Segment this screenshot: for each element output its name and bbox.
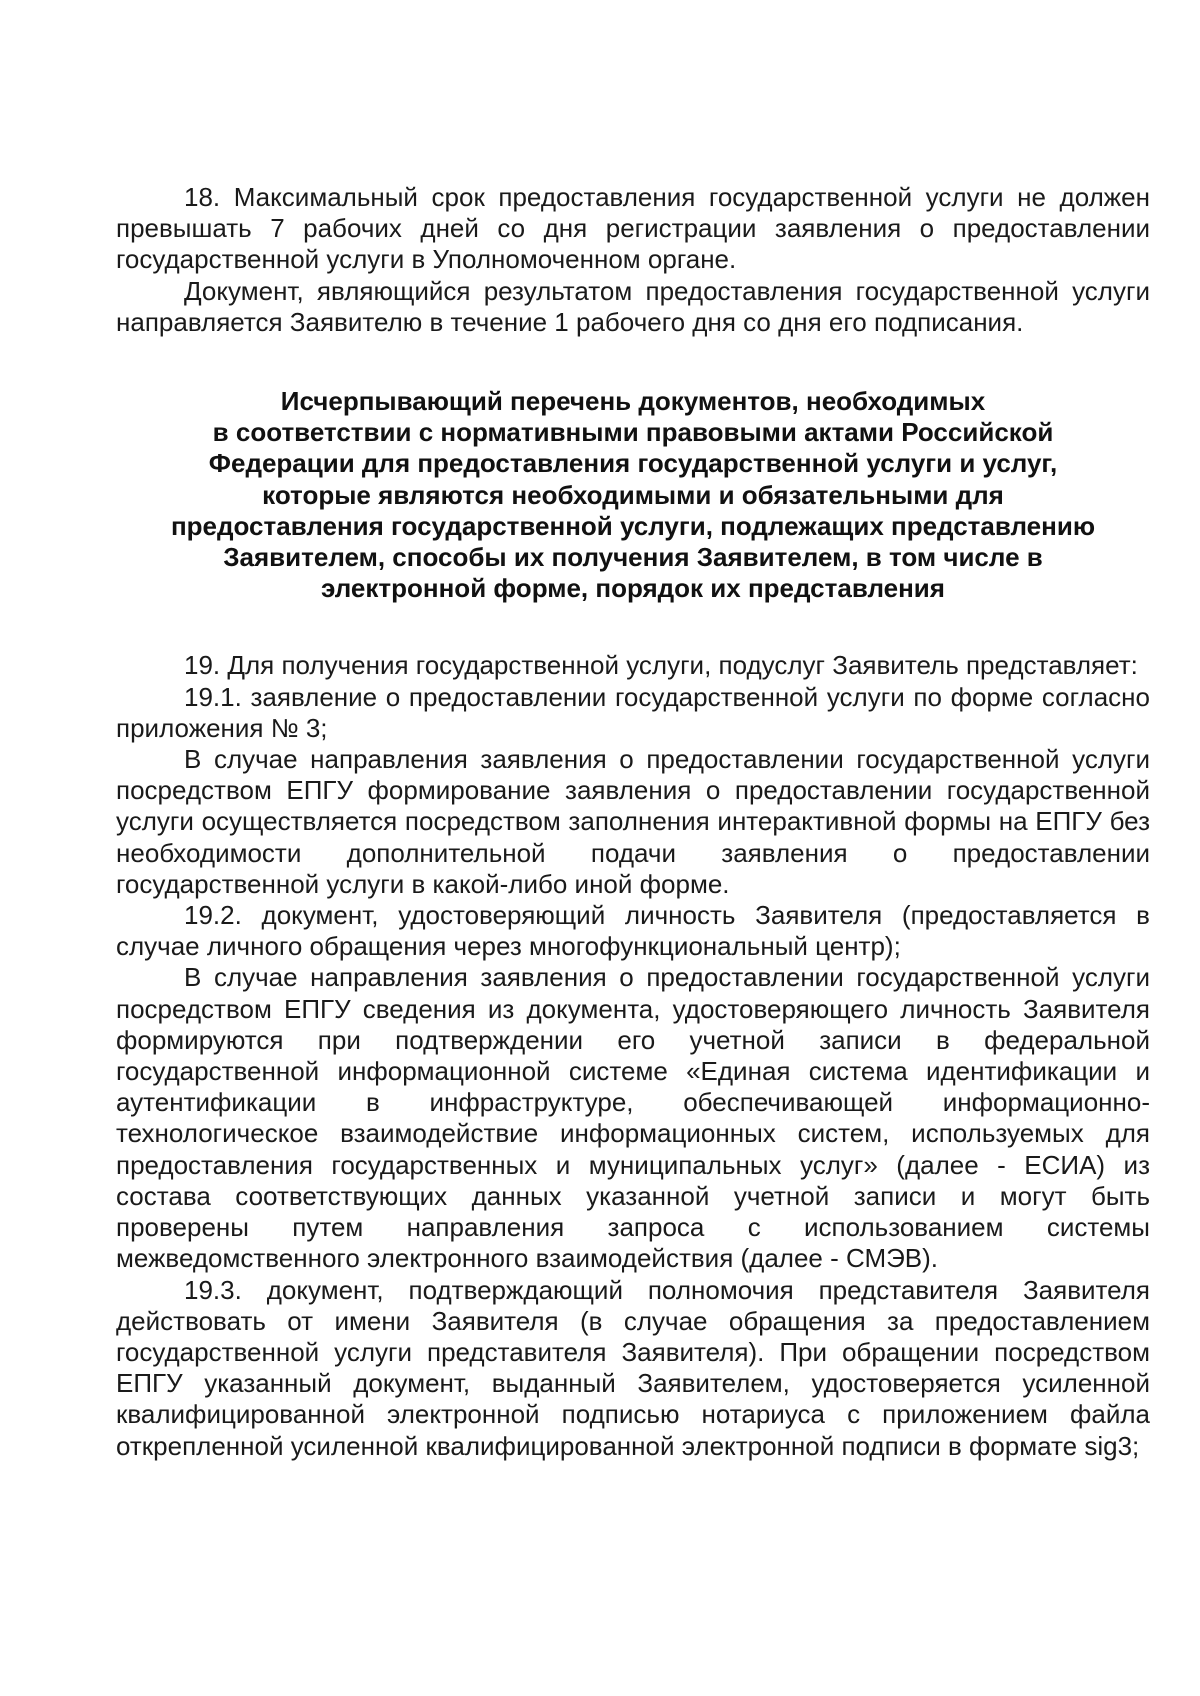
paragraph-19-1-epgu: В случае направления заявления о предоставлении государственной услуги посредством ЕПГУ формирование заявления о предоставлении государственной услуги осуществляется посредством заполнения интерактивной формы на ЕПГУ без необходимости дополнительной подачи заявления о предоставлении государственной услуги в какой-либо иной форме. — [116, 744, 1150, 899]
heading-line: Заявителем, способы их получения Заявителем, в том числе в — [223, 542, 1043, 573]
paragraph-19-3: 19.3. документ, подтверждающий полномочия представителя Заявителя действовать от имени Заявителя (в случае обращения за предоставлением государственной услуги представителя Заявителя). При обращении посредством ЕПГУ указанный документ, выданный Заявителем, удостоверяется усиленной квалифицированной электронной подписью нотариуса с приложением файла открепленной усиленной квалифицированной электронной подписи в формате sig3; — [116, 1274, 1150, 1461]
heading-line: которые являются необходимыми и обязательными для — [262, 479, 1004, 510]
document-body — [116, 182, 1150, 1462]
paragraph-18-result: Документ, являющийся результатом предоставления государственной услуги направляется Заявителю в течение 1 рабочего дня со дня его подписания. — [116, 275, 1150, 337]
heading-line: электронной форме, порядок их представления — [321, 573, 945, 604]
heading-line: Федерации для предоставления государственной услуги и услуг, — [208, 448, 1058, 479]
heading-line: Исчерпывающий перечень документов, необходимых — [280, 386, 986, 417]
heading-line: предоставления государственной услуги, подлежащих представлению — [170, 510, 1096, 541]
paragraph-19-1: 19.1. заявление о предоставлении государственной услуги по форме согласно приложения № 3; — [116, 681, 1150, 743]
paragraph-19-2-epgu: В случае направления заявления о предоставлении государственной услуги посредством ЕПГУ сведения из документа, удостоверяющего личность Заявителя формируются при подтверждении его учетной записи в федеральной государственной информационной системе «Единая система идентификации и аутентификации в инфраструктуре, обеспечивающей информационно-технологическое взаимодействие информационных систем, используемых для предоставления государственных и муниципальных услуг» (далее - ЕСИА) из состава соответствующих данных указанной учетной записи и могут быть проверены путем направления запроса с использованием системы межведомственного электронного взаимодействия (далее - СМЭВ). — [116, 962, 1150, 1274]
paragraph-19-2: 19.2. документ, удостоверяющий личность Заявителя (предоставляется в случае личного обращения через многофункциональный центр); — [116, 900, 1150, 962]
paragraph-18: 18. Максимальный срок предоставления государственной услуги не должен превышать 7 рабочих дней со дня регистрации заявления о предоставлении государственной услуги в Уполномоченном органе. — [116, 182, 1150, 275]
section-heading — [116, 386, 1150, 604]
heading-line: в соответствии с нормативными правовыми актами Российской — [212, 417, 1054, 448]
paragraph-19: 19. Для получения государственной услуги, подуслуг Заявитель представляет: — [184, 650, 1138, 681]
